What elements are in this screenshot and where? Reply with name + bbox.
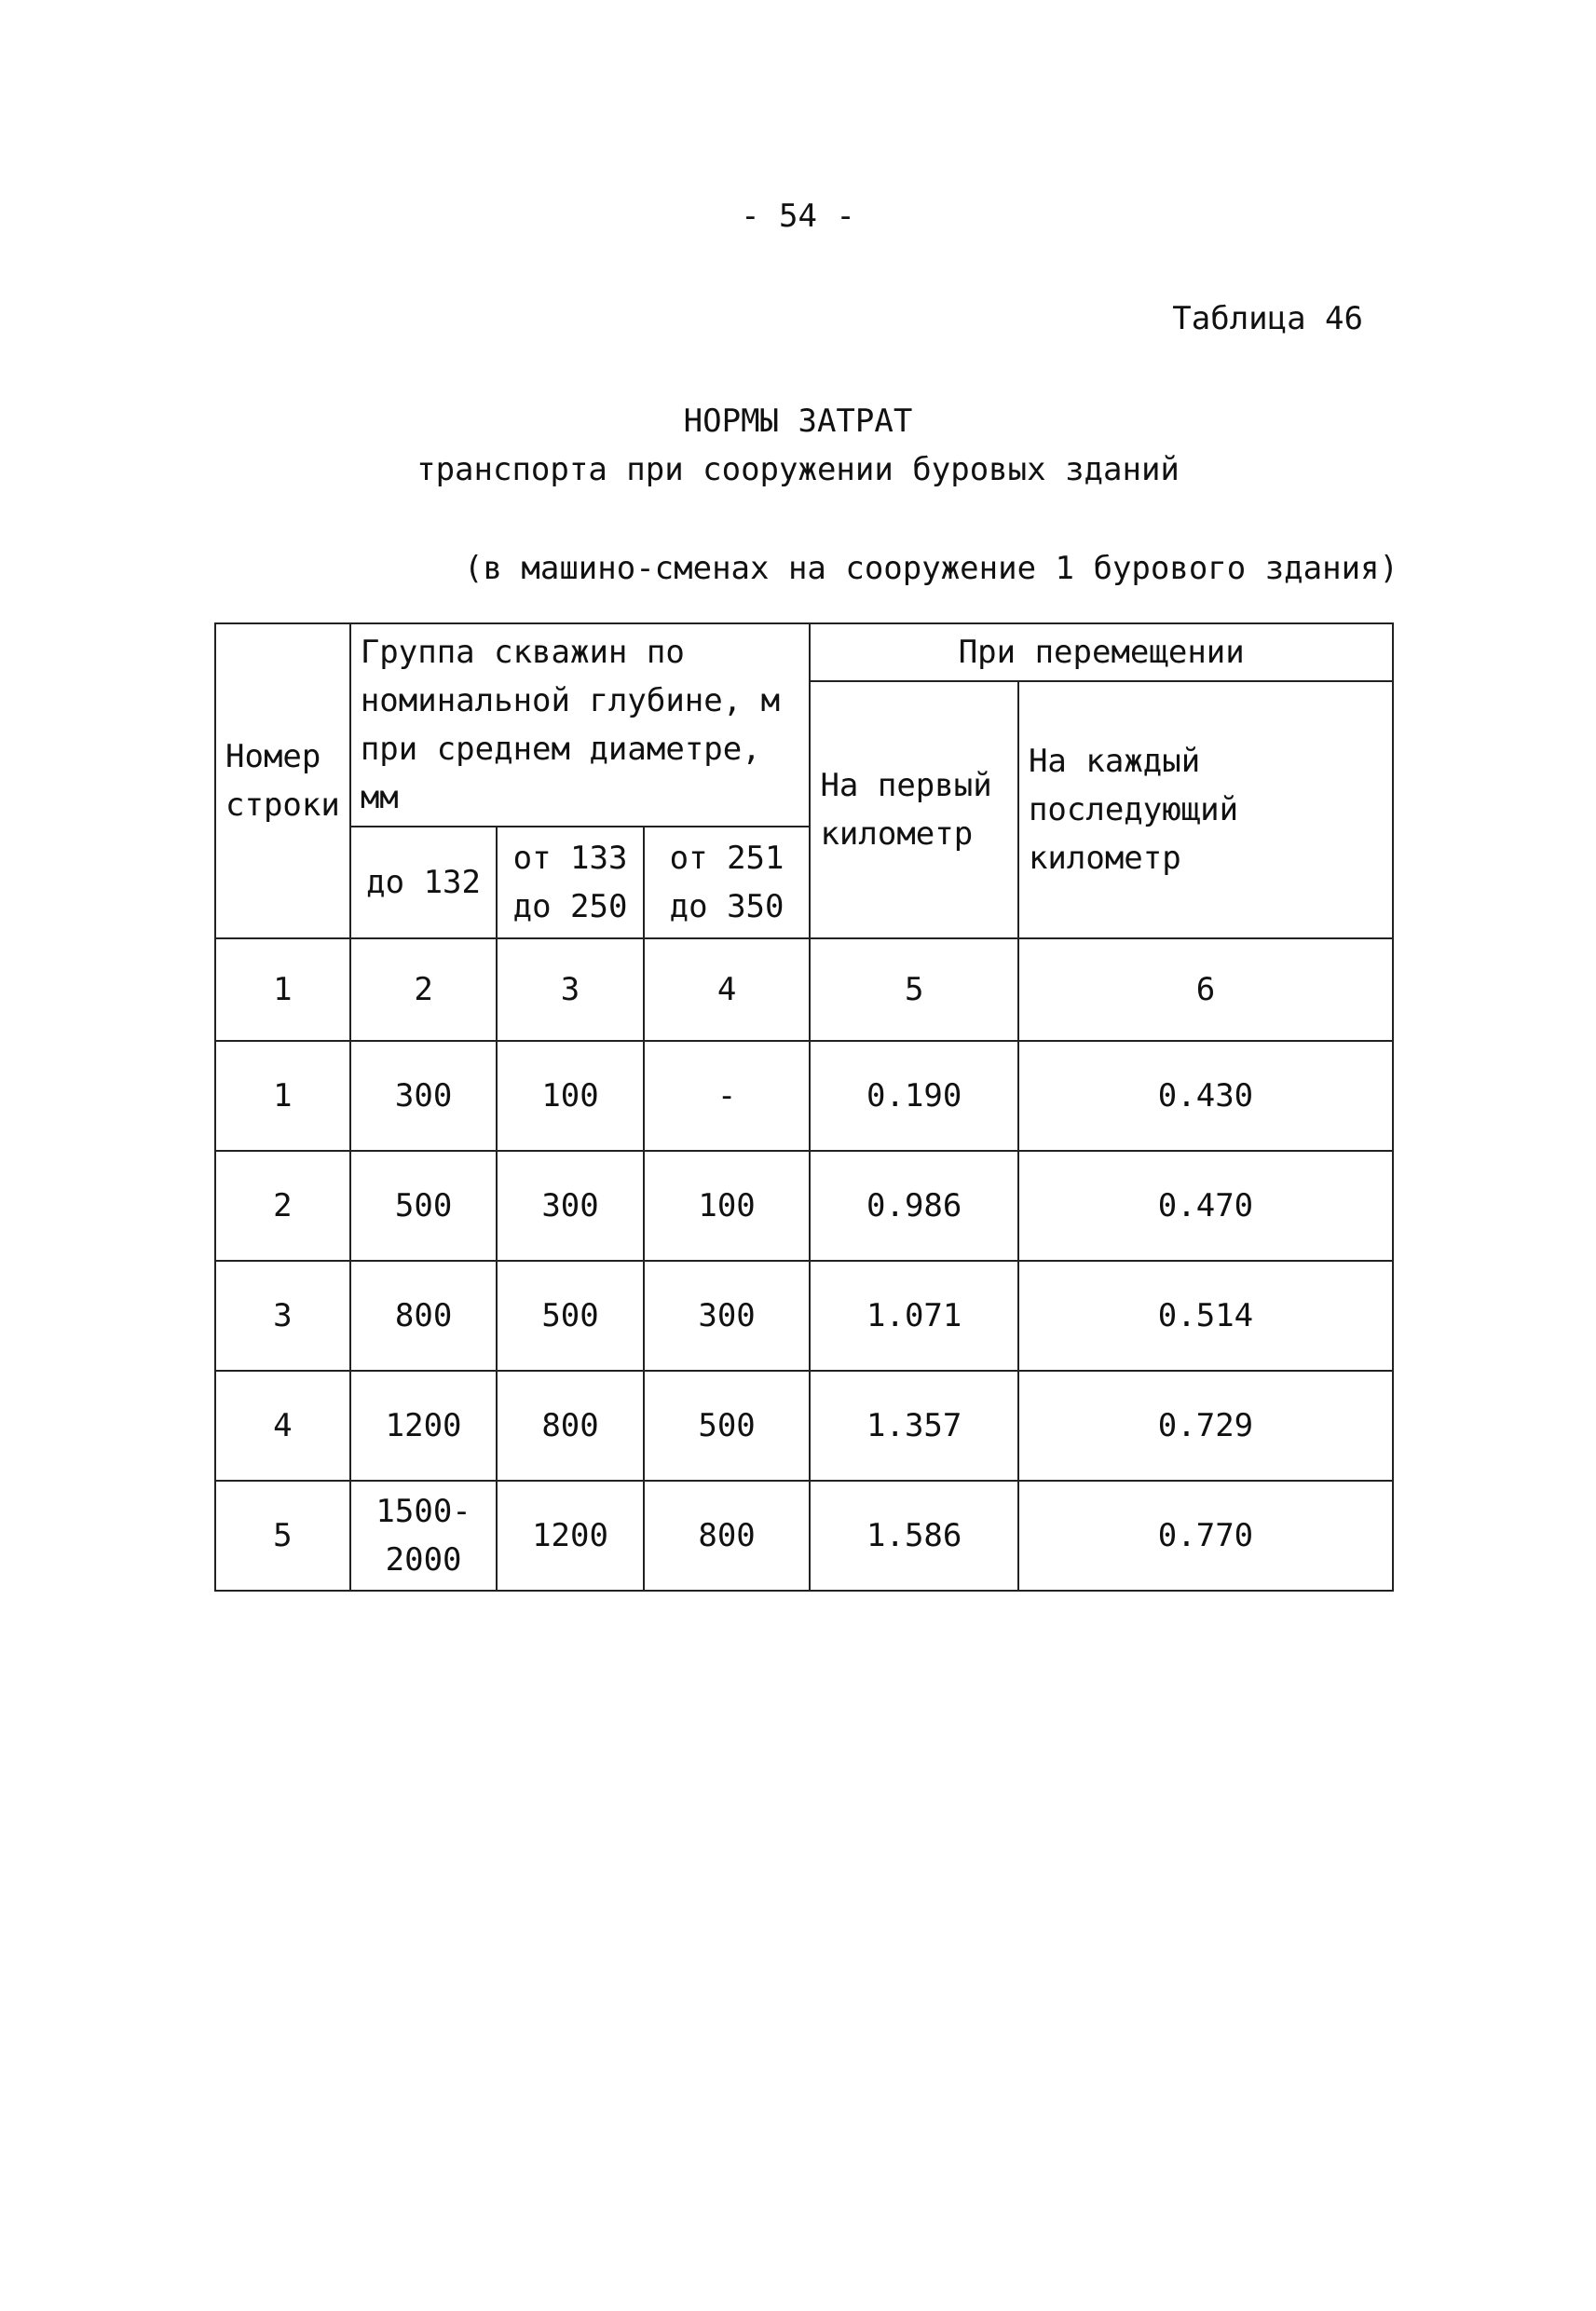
cell-depth-350: 800: [644, 1481, 811, 1591]
cell-each-km: 0.430: [1018, 1041, 1393, 1151]
cell-depth-250: 500: [497, 1261, 643, 1371]
column-number: 6: [1018, 938, 1393, 1041]
column-number: 3: [497, 938, 643, 1041]
header-diameter-1: до 132: [350, 827, 498, 938]
cell-first-km: 1.586: [810, 1481, 1018, 1591]
table-caption: Таблица 46: [1172, 300, 1363, 337]
cell-depth-132: 500: [350, 1151, 498, 1261]
cell-depth-250: 300: [497, 1151, 643, 1261]
cell-depth-250: 800: [497, 1371, 643, 1481]
row-number: 2: [215, 1151, 350, 1261]
header-row-1: [215, 623, 1393, 681]
cell-each-km: 0.770: [1018, 1481, 1393, 1591]
header-diameter-3-from: от 251: [669, 840, 784, 877]
header-diameter-3-to: до 350: [669, 888, 784, 925]
cell-first-km: 0.190: [810, 1041, 1018, 1151]
header-first-km: На первый километр: [810, 681, 1018, 938]
header-each-km: На каждый последующий километр: [1018, 681, 1393, 938]
cell-first-km: 1.071: [810, 1261, 1018, 1371]
column-number: 5: [810, 938, 1018, 1041]
cell-each-km: 0.514: [1018, 1261, 1393, 1371]
column-number: 1: [215, 938, 350, 1041]
header-diameter-2: [497, 827, 643, 938]
cell-each-km: 0.729: [1018, 1371, 1393, 1481]
table-row: [215, 1151, 1393, 1261]
cell-depth-350: 500: [644, 1371, 811, 1481]
cell-first-km: 0.986: [810, 1151, 1018, 1261]
cell-first-km: 1.357: [810, 1371, 1018, 1481]
units-note: (в машино-сменах на сооружение 1 бурового здания): [463, 550, 1398, 587]
table-row: [215, 1041, 1393, 1151]
header-diameter-2-to: до 250: [512, 888, 628, 925]
cell-depth-350: -: [644, 1041, 811, 1151]
cell-depth-132: 1200: [350, 1371, 498, 1481]
header-diameter-2-from: от 133: [512, 840, 628, 877]
cell-each-km: 0.470: [1018, 1151, 1393, 1261]
page-number: - 54 -: [741, 198, 855, 235]
column-number: 2: [350, 938, 498, 1041]
cell-depth-132: [350, 1481, 498, 1591]
norms-table: [214, 622, 1394, 1592]
row-number: 4: [215, 1371, 350, 1481]
cell-depth-132: 300: [350, 1041, 498, 1151]
column-number-row: [215, 938, 1393, 1041]
row-number: 5: [215, 1481, 350, 1591]
cell-depth-350: 300: [644, 1261, 811, 1371]
cell-depth-132-line-1: 1500-: [375, 1493, 471, 1530]
header-row-number: Номер строки: [215, 623, 350, 938]
header-moving: При перемещении: [810, 623, 1393, 681]
header-diameter-3: [644, 827, 811, 938]
row-number: 1: [215, 1041, 350, 1151]
cell-depth-250: 100: [497, 1041, 643, 1151]
document-title: НОРМЫ ЗАТРАТ: [683, 403, 913, 440]
table-row: [215, 1371, 1393, 1481]
table-row: [215, 1261, 1393, 1371]
row-number: 3: [215, 1261, 350, 1371]
column-number: 4: [644, 938, 811, 1041]
cell-depth-250: 1200: [497, 1481, 643, 1591]
table-row: [215, 1481, 1393, 1591]
cell-depth-132-line-2: 2000: [385, 1541, 462, 1579]
header-well-group: Группа скважин по номинальной глубине, м при среднем диаметре, мм: [350, 623, 811, 827]
cell-depth-350: 100: [644, 1151, 811, 1261]
document-subtitle: транспорта при сооружении буровых зданий: [416, 451, 1180, 488]
cell-depth-132: 800: [350, 1261, 498, 1371]
